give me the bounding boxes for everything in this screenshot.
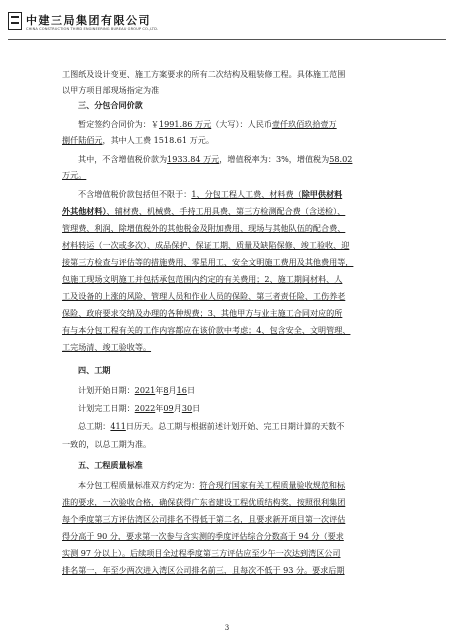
paragraph-line: 本分包工程质量标准双方约定为：符合现行国家有关工程质量验收规范和标 — [78, 480, 346, 490]
paragraph-line: 准的要求，一次验收合格，确保获得广东省建设工程优质结构奖，按照很利集团 — [62, 497, 346, 507]
paragraph-line: 有与本分包工程有关的工作内容都应在该价款中考虑；4、包含安全、文明管理、 — [62, 325, 351, 335]
section-heading: 四、工期 — [78, 365, 111, 375]
paragraph-line: 其中，不含增值税价款为1933.84 万元，增值税率为：3%，增值税为58.02 — [78, 154, 353, 164]
company-name-en: CHINA CONSTRUCTION THIRD ENGINEERING BUREAU GROUP CO.,LTD. — [26, 27, 159, 31]
header-divider — [8, 39, 446, 40]
paragraph-line: 每个季度第三方评估湾区公司排名不得低于第二名，且要求新开项目第一次评估 — [62, 514, 346, 524]
company-logo-icon — [8, 12, 22, 30]
paragraph-line: 万元。 — [62, 170, 87, 180]
paragraph-line: 工完场清、竣工验收等。 — [62, 342, 152, 352]
total-duration: 总工期：411日历天。总工期与根据前述计划开始、完工日期计算的天数不 — [78, 421, 345, 431]
paragraph-line: 接第三方检查与评估等的措施费用、零星用工、安全文明施工费用及其他费用等， — [62, 257, 354, 267]
paragraph-line: 暂定签约合同价为：￥1991.86 万元（大写）：人民币壹仟玖佰玖拾壹万 — [78, 119, 337, 129]
paragraph-line: 一致的，以总工期为准。 — [62, 439, 152, 449]
page-number: 3 — [224, 624, 230, 632]
paragraph-line: 以甲方项目部现场指定为准 — [62, 85, 160, 95]
paragraph-line: 工图纸及设计变更、施工方案要求的所有二次结构及粗装修工程。具体施工范围 — [62, 69, 346, 79]
paragraph-line: 材料转运（一次或多次）、成品保护、保证工期、质量及缺陷保修、竣工验收、迎 — [62, 240, 350, 250]
paragraph-line: 保险、政府要求交纳及办理的各种规费；3、其他甲方与业主施工合同对应的所 — [62, 308, 343, 318]
company-name-cn: 中建三局集团有限公司 — [26, 14, 151, 27]
paragraph-line: 外其他材料）、辅材费、机械费、手持工用具费、第三方检测配合费（含送检）、 — [62, 206, 346, 216]
section-heading: 五、工程质量标准 — [78, 460, 143, 470]
paragraph-line: 捌仟陆佰元，其中人工费 1518.61 万元。 — [62, 135, 214, 145]
planned-end-date: 计划完工日期：2022年09月30日 — [78, 403, 201, 413]
paragraph-line: 管理费、利润、除增值税外的其他税金及附加费用、现场与其他队伍的配合费、 — [62, 223, 346, 233]
letterhead — [0, 0, 454, 42]
paragraph-line: 不含增值税价款包括但不限于：1、分包工程人工费、材料费（除甲供材料 — [78, 189, 343, 199]
paragraph-line: 得分高于 90 分，要求第一次参与含实测的季度评估综合分数高于 94 分（要求 — [62, 531, 344, 541]
paragraph-line: 包施工现场文明施工并包括承包范围内约定的有关费用；2、施工期间材料、人 — [62, 274, 343, 284]
paragraph-line: 排名第一，年至少两次进入湾区公司排名前三，且每次不低于 93 分。要求后期 — [62, 565, 345, 575]
planned-start-date: 计划开始日期：2021年8月16日 — [78, 385, 196, 395]
section-heading: 三、分包合同价款 — [78, 100, 143, 110]
paragraph-line: 实测 97 分以上）。后续项目全过程季度第三方评估应至少午一次达到湾区公司 — [62, 548, 341, 558]
paragraph-line: 工及设备的上涨的风险、管理人员和作业人员的保险、第三者责任险、工伤养老 — [62, 291, 346, 301]
